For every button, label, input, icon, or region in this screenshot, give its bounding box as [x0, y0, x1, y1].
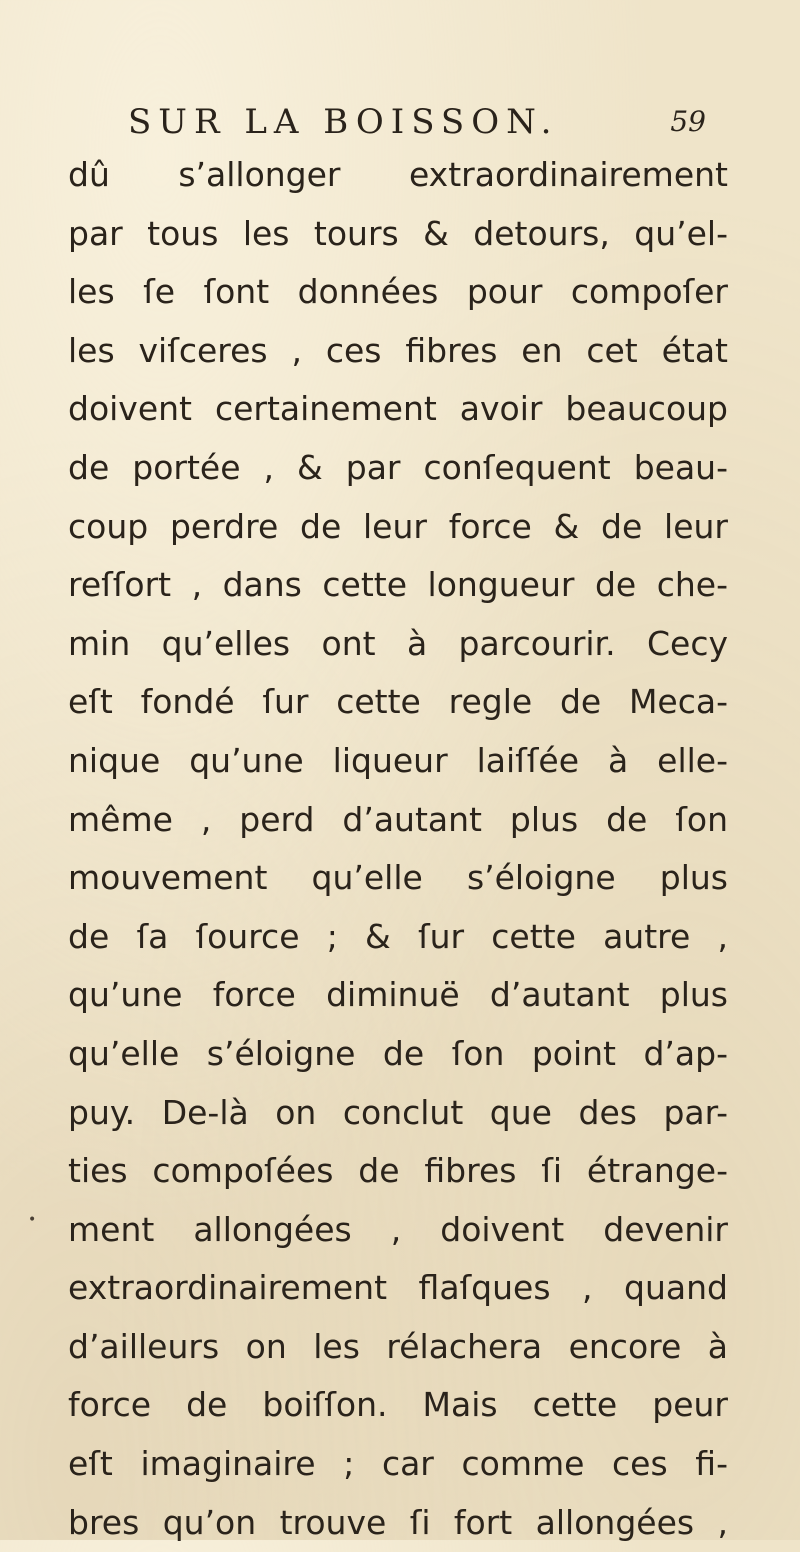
text-line: eſt imaginaire ; car comme ces fi-	[68, 1444, 728, 1484]
text-line: même , perd d’autant plus de ſon	[68, 799, 728, 839]
running-head	[128, 96, 708, 148]
text-line: les viſceres , ces fibres en cet état	[68, 330, 728, 370]
text-line: bres qu’on trouve ſi fort allongées ,	[68, 1502, 728, 1542]
text-line: ties compoſées de fibres ſi étrange-	[68, 1151, 728, 1191]
text-line: les ſe ſont données pour compoſer	[68, 272, 728, 312]
text-line: dû s’allonger extraordinairement	[68, 155, 728, 194]
text-line: de ſa ſource ; & ſur cette autre ,	[68, 916, 728, 956]
text-line: doivent certainement avoir beaucoup	[68, 389, 728, 429]
text-line: mouvement qu’elle s’éloigne plus	[68, 858, 728, 898]
margin-mark: •	[28, 1212, 37, 1228]
text-line: extraordinairement flaſques , quand	[68, 1268, 728, 1308]
text-line: de portée , & par conſequent beau-	[68, 447, 728, 487]
text-line: nique qu’une liqueur laiſſée à elle-	[68, 740, 728, 780]
text-line: qu’elle s’éloigne de ſon point d’ap-	[68, 1033, 728, 1073]
text-line: par tous les tours & detours, qu’el-	[68, 213, 728, 253]
text-line: eſt fondé ſur cette regle de Meca-	[68, 682, 728, 722]
text-line: puy. De-là on conclut que des par-	[68, 1092, 728, 1132]
text-line: d’ailleurs on les rélachera encore à	[68, 1326, 728, 1366]
text-line: min qu’elles ont à parcourir. Cecy	[68, 623, 728, 663]
text-line: force de boiſſon. Mais cette peur	[68, 1385, 728, 1425]
body-text	[68, 146, 728, 1552]
text-line: ment allongées , doivent devenir	[68, 1209, 728, 1249]
text-line: qu’une force diminuë d’autant plus	[68, 975, 728, 1015]
page-number: 59	[670, 105, 706, 138]
running-title: SUR LA BOISSON.	[128, 102, 559, 142]
text-line: reſſort , dans cette longueur de che-	[68, 565, 728, 605]
text-line: coup perdre de leur force & de leur	[68, 506, 728, 546]
